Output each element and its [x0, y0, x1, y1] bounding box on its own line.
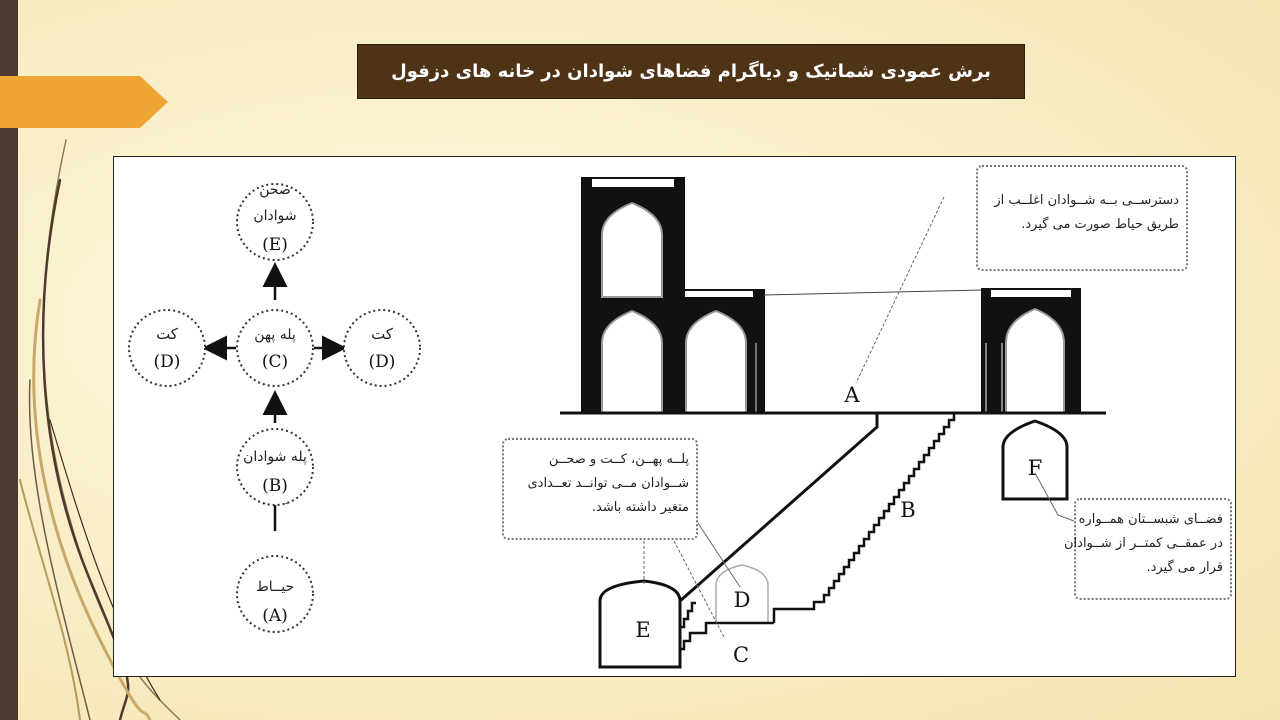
node-d-right-letter: (D)	[368, 352, 396, 372]
diagram-panel	[113, 156, 1236, 677]
note-middle-line1: پلــه پهــن، کــت و صحــن	[548, 452, 689, 467]
orange-arrow-tab	[0, 76, 168, 128]
stair-b	[774, 413, 959, 623]
note-right-line1: فضــای شبســتان همــواره	[1078, 512, 1223, 527]
node-b-line1: پله شوادان	[243, 449, 307, 465]
leader-top	[856, 197, 944, 383]
node-c-letter: (C)	[261, 352, 289, 372]
note-variable-spaces	[502, 438, 698, 540]
single-storey-building	[981, 288, 1081, 413]
node-b-letter: (B)	[262, 476, 288, 496]
node-c	[237, 310, 313, 386]
note-top-line2: طریق حیاط صورت می گیرد.	[1021, 217, 1179, 232]
label-b: B	[900, 498, 916, 522]
space-flow-diagram	[129, 182, 420, 632]
node-e-line1: صحن	[259, 182, 291, 198]
note-middle-line2: شــوادان مــی توانــد تعــدادی	[527, 476, 689, 491]
note-shabestan-depth	[1064, 498, 1232, 600]
node-b	[237, 429, 313, 505]
node-a-letter: (A)	[262, 606, 288, 626]
label-d: D	[733, 588, 751, 612]
node-d-left	[129, 310, 205, 386]
slide-title-text: برش عمودی شماتیک و دیاگرام فضاهای شوادان در خانه های دزفول	[391, 61, 991, 82]
node-a	[237, 556, 313, 632]
leader-d	[694, 517, 740, 587]
node-c-line1: پله پهن	[254, 327, 296, 343]
node-d-right	[344, 310, 420, 386]
note-right-line2: در عمقــی کمتــر از شــوادان	[1064, 536, 1223, 551]
node-e-letter: (E)	[262, 235, 288, 255]
note-top-line1: دسترســی بــه شــوادان اغلــب از	[994, 193, 1179, 208]
label-a: A	[844, 383, 860, 407]
two-storey-building	[581, 177, 765, 413]
note-access-via-courtyard	[976, 165, 1188, 271]
node-e	[237, 182, 313, 260]
node-d-right-line1: کت	[371, 325, 393, 343]
node-e-line2: شوادان	[253, 208, 297, 224]
label-e: E	[635, 618, 651, 642]
ramp-line	[680, 413, 877, 601]
label-c: C	[732, 643, 750, 667]
slide-title	[357, 44, 1025, 99]
connecting-line	[764, 290, 982, 295]
note-right-line3: قرار می گیرد.	[1146, 560, 1223, 575]
node-d-left-letter: (D)	[153, 352, 181, 372]
label-f: F	[1027, 456, 1043, 480]
node-d-left-line1: کت	[156, 325, 178, 343]
node-a-line1: حیــاط	[255, 579, 295, 595]
note-middle-line3: متغیر داشته باشد.	[591, 500, 689, 515]
